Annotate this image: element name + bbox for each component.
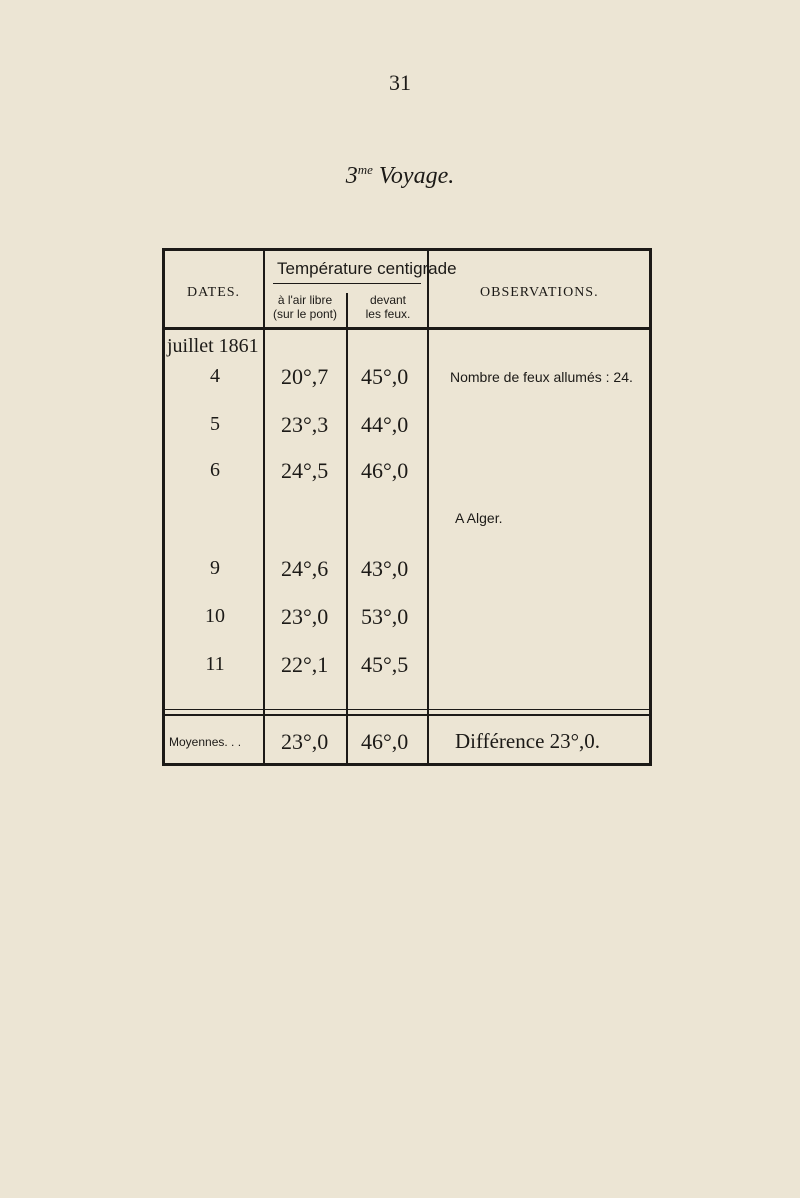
row-observation: A Alger. [455,510,503,526]
voyage-ordinal-suffix: me [357,162,373,177]
row-feux: 44°,0 [361,412,409,437]
header-temperature: Température centigrade [277,259,457,278]
row-date: 11 [205,653,225,675]
header-observations: OBSERVATIONS. [480,285,599,300]
row-air: 24°,5 [281,458,329,483]
header-air-libre [265,293,345,321]
month-label: juillet 1861 [167,335,259,357]
row-feux: 45°,5 [361,652,409,677]
row-air: 23°,3 [281,412,329,437]
averages-feux: 46°,0 [361,729,409,754]
averages-air: 23°,0 [281,729,329,754]
voyage-ordinal: 3 [345,163,358,189]
row-air: 22°,1 [281,652,329,677]
row-date: 9 [210,557,220,579]
page-number: 31 [389,70,411,95]
row-feux: 45°,0 [361,364,409,389]
row-date: 5 [210,413,220,435]
row-air: 20°,7 [281,364,329,389]
temperature-table [162,248,652,766]
row-date: 6 [210,459,220,481]
averages-observation: Différence 23°,0. [455,729,601,753]
header-devant [349,293,427,321]
temperature-underline [273,283,421,284]
row-air: 24°,6 [281,556,329,581]
row-feux: 53°,0 [361,604,409,629]
header-bottom-rule [165,327,649,330]
row-feux: 46°,0 [361,458,409,483]
row-date: 4 [210,365,220,387]
column-divider-air [346,293,348,763]
header-devant-line2: les feux. [365,307,411,321]
header-air-libre-line2: (sur le pont) [272,307,338,321]
row-air: 23°,0 [281,604,329,629]
row-observation: Nombre de feux allumés : 24. [450,369,633,385]
voyage-title [0,162,800,190]
voyage-label: Voyage. [378,163,455,189]
averages-top-rule [165,709,649,710]
header-devant-line1: devant [369,293,407,307]
row-date: 10 [205,605,225,627]
averages-top-rule-double [165,714,649,716]
header-air-libre-line1: à l'air libre [277,293,333,307]
header-dates: DATES. [187,285,241,300]
row-feux: 43°,0 [361,556,409,581]
averages-label: Moyennes. . . [169,735,242,749]
